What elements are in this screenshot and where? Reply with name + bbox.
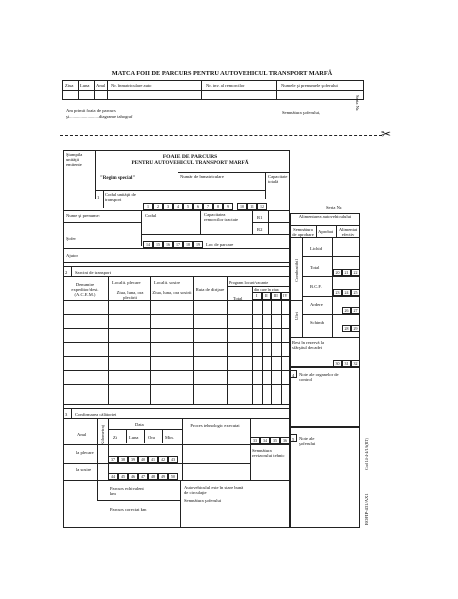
fuel-nums-23: 23 24 25 xyxy=(333,289,360,296)
stub-title: MATCA FOII DE PARCURS PENTRU AUTOVEHICUL TRANSPORT MARFĂ xyxy=(111,70,333,77)
la-sosire-label: la sosire xyxy=(76,467,92,472)
denumire-label: Denumire expeditor/dest. (A.C.E.M.) xyxy=(71,282,99,297)
ruta-label: Ruta de dirijare xyxy=(195,287,225,292)
nums-37-boxes: 37 38 39 40 41 42 43 xyxy=(108,456,178,463)
nume-prenume-label: Nume şi prenume: xyxy=(66,213,100,218)
loc-plecare-sub-label: Ziua, luna, ora plecării xyxy=(116,290,144,300)
scissors-icon: ✂ xyxy=(381,127,392,141)
data-col-zi: Zi xyxy=(113,435,118,440)
numbered-boxes-2: 14 15 16 17 18 19 xyxy=(143,241,203,248)
cut-line xyxy=(60,135,382,136)
capacitate-remorci-label: Capacitatea remorcilor tractate xyxy=(204,212,239,222)
fuel-nums-28: 28 29 xyxy=(342,325,360,332)
total-label: Total xyxy=(233,296,243,301)
semnatura-soferului-label: Semnătura şoferului xyxy=(184,498,222,503)
fuel-nums-26: 26 27 xyxy=(342,307,360,314)
sarcini-label: Sarcini de transport xyxy=(75,270,111,275)
sofer-label: Şofer xyxy=(66,236,76,241)
nr-inmatriculare-label: Număr de înmatriculare xyxy=(180,174,224,179)
stub-received-line1: Am primit foaia de parcurs xyxy=(66,108,116,113)
r2-label: R2 xyxy=(257,227,263,232)
stub-col-nr-remorci: Nr. inv. al remorcilor xyxy=(206,83,245,88)
form-subtitle: PENTRU AUTOVEHICUL TRANSPORT MARFĂ xyxy=(131,160,249,166)
note-sofer-label: Note ale şoferului xyxy=(299,436,316,446)
fuel-row-lichid: Lichid xyxy=(310,246,322,251)
ulei-label: Ulei xyxy=(294,312,299,320)
data-label: Data xyxy=(135,422,144,427)
proces-label: Proces tehnologic executat xyxy=(190,423,240,428)
section-3-number: 3 xyxy=(65,412,68,417)
fuel-row-ardere: Ardere xyxy=(310,302,323,307)
nums-44-boxes: 44 45 46 47 48 49 50 xyxy=(108,473,178,480)
nums-33-boxes: 33 34 35 36 xyxy=(250,437,290,444)
data-col-ora: Ora xyxy=(148,435,155,440)
cod-unitate-label: Codul unităţii de transport xyxy=(105,192,136,202)
fuel-row-bcf: B.C.F. xyxy=(310,284,322,289)
ajutor-label: Ajutor xyxy=(66,253,78,258)
din-care-label: din care în ziua xyxy=(254,287,279,292)
semnatura-aprobare-label: Semnătura de aprobare xyxy=(292,227,314,237)
stub-col-ziua: Ziua xyxy=(65,83,74,88)
nums-30-boxes: 30 31 32 xyxy=(333,360,360,367)
capacitate-totala-label: Capacitate totală xyxy=(268,174,288,184)
aprobat-label: Aprobat xyxy=(318,229,334,234)
section-2-number: 2 xyxy=(65,270,68,275)
note-control-number: 4 xyxy=(292,373,295,378)
numbered-boxes-1: 1 2 3 4 5 6 7 8 9 10 11 12 xyxy=(143,203,267,210)
loc-sosire-sub-label: Ziua, luna, ora sosirii xyxy=(152,290,192,295)
footer-code: Cod 14-4-4/1A(RT) xyxy=(364,438,369,470)
stub-header-table xyxy=(62,80,364,100)
parcurs-corectat-label: Parcurs corectat km xyxy=(110,507,147,512)
alimentat-efectiv-label: Alimentat efectiv xyxy=(338,227,358,237)
note-control-label: Note ale organelor de control xyxy=(299,372,339,382)
stub-side-label: Seria Nr. xyxy=(355,95,360,112)
fuel-nums-20: 20 21 22 xyxy=(333,269,360,276)
data-col-min: Min. xyxy=(165,435,174,440)
program-label: Program locuri/vacante xyxy=(229,280,269,285)
loc-plecare-label: Localit. plecare xyxy=(112,280,141,285)
confirmare-label: Confirmarea călătoriei xyxy=(75,412,117,417)
stub-col-sofer: Numele şi prenumele şoferului xyxy=(281,83,338,88)
stub-received-line2: şi..........................diagrame tahograf xyxy=(66,114,133,119)
stamp-label: Ştampila unităţii emitente xyxy=(66,152,83,167)
stub-driver-signature: Semnătura şoferului, xyxy=(282,110,321,115)
stub-col-nr-auto: Nr. înmatriculare auto xyxy=(111,83,152,88)
note-sofer-number: 5 xyxy=(292,437,295,442)
semnatura-revizor-label: Semnătura revizorului tehnic xyxy=(252,448,285,458)
rest-rezerva-label: Rest în rezervă la sfârşitul decadei xyxy=(292,340,325,350)
stub-col-anul: Anul xyxy=(96,83,106,88)
data-col-luna: Luna xyxy=(129,435,139,440)
alimentare-title: Alimentarea autovehiculului xyxy=(298,214,352,219)
regim-special: "Regim special" xyxy=(100,176,136,181)
parcurs-echivalent-label: Parcurs echivalent km xyxy=(110,486,144,496)
r1-label: R1 xyxy=(257,215,263,220)
fuel-row-total: Total xyxy=(310,265,320,270)
fuel-row-schimb: Schimb xyxy=(310,320,325,325)
loc-parcare-label: Loc de parcare xyxy=(206,242,234,247)
footer-vertical-code: ROFIP-431/AX1 xyxy=(364,493,369,525)
form-title: FOAIE DE PARCURS xyxy=(162,154,218,160)
autovehicul-stare-label: Autovehiculul este în stare bună de circulaţie xyxy=(184,485,244,495)
anul-label: Anul xyxy=(77,432,87,437)
row-num-1-label: 1 xyxy=(97,195,100,200)
stub-col-luna: Luna xyxy=(80,83,90,88)
loc-sosire-label: Localit. sosire xyxy=(154,280,181,285)
roman-numerals: I II III IV xyxy=(252,292,290,300)
kilometraj-label: Kilometraj xyxy=(100,425,105,445)
right-seria-label: Seria Nr. xyxy=(326,205,343,210)
la-plecare-label: la plecare xyxy=(76,450,94,455)
codul-label: Codul xyxy=(145,213,157,218)
combustibil-label: Combustibil xyxy=(294,259,299,282)
